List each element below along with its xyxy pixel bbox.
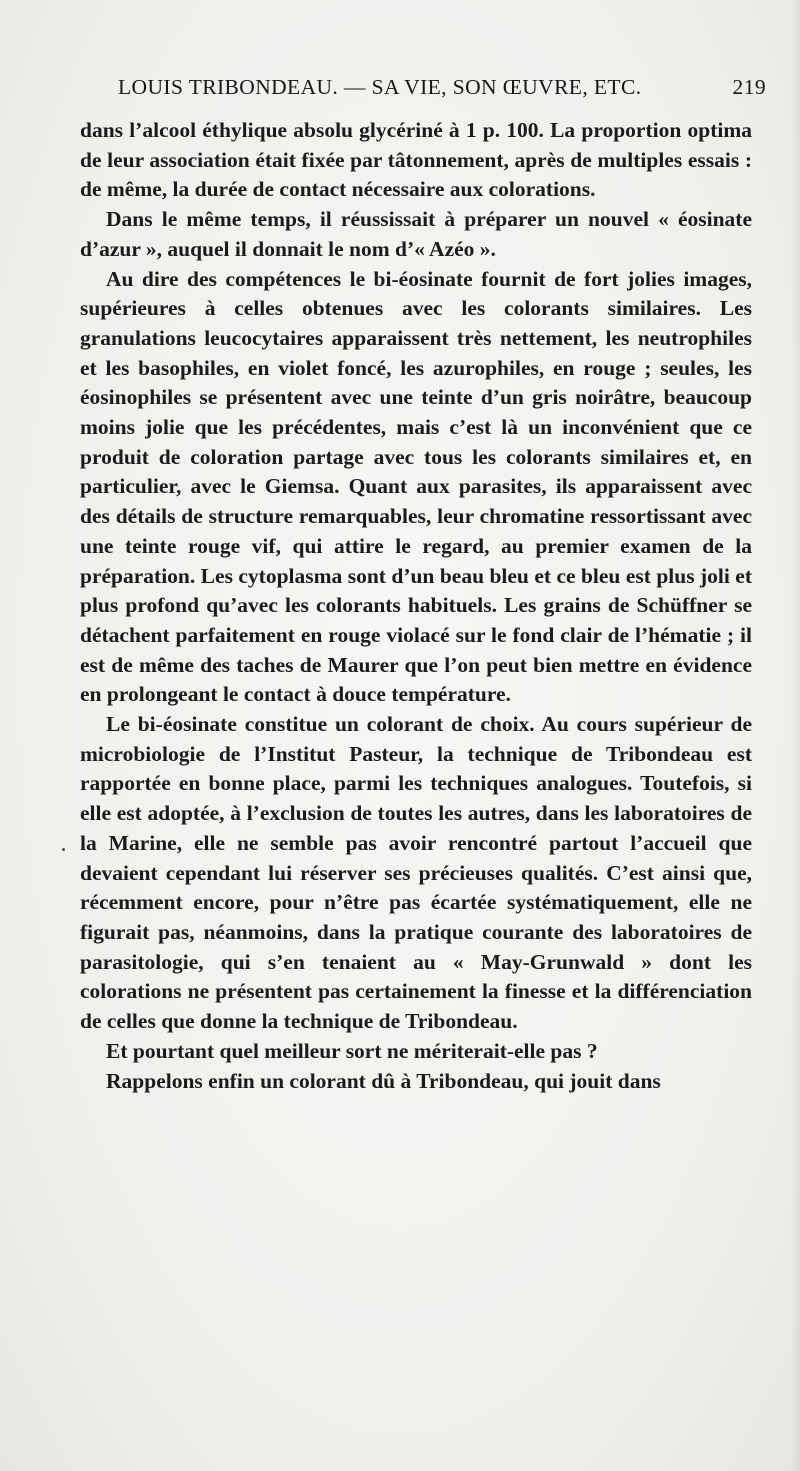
paragraph-4: Le bi-éosinate constitue un colorant de choix. Au cours supérieur de microbiologie de l’Institut Pasteur, la technique de Tribondeau est rapportée en bonne place, parmi les techniques analogues. Toutefois, si elle est adoptée, à l’exclusion de toutes les autres, dans les laboratoires de la Marine, elle ne semble pas avoir rencontré partout l’accueil que devaient cependant lui réserver ses précieuses qualités. C’est ainsi que, récemment encore, pour n’être pas écartée systématiquement, elle ne figurait pas, néanmoins, dans la pratique courante des laboratoires de parasitologie, qui s’en tenaient au « May-Grunwald » dont les colorations ne présentent pas certainement la finesse et la différenciation de celles que donne la technique de Tribondeau.	[80, 712, 752, 1034]
page-number: 219	[732, 75, 766, 99]
paragraph-1: dans l’alcool éthylique absolu glycériné à 1 p. 100. La proportion optima de leur association était fixée par tâtonnement, après de multiples essais : de même, la durée de contact nécessaire aux colorations.	[80, 118, 752, 202]
paragraph-2: Dans le même temps, il réussissait à préparer un nouvel « éosinate d’azur », auquel il donnait le nom d’« Azéo ».	[80, 207, 752, 261]
header-title: LOUIS TRIBONDEAU. — SA VIE, SON ŒUVRE, ETC.	[118, 75, 642, 99]
running-header	[118, 70, 766, 104]
paragraph-3: Au dire des compétences le bi-éosinate fournit de fort jolies images, supérieures à celles obtenues avec les colorants similaires. Les granulations leucocytaires apparaissent très nettement, les neutrophiles et les basophiles, en violet foncé, les azurophiles, en rouge ; seules, les éosinophiles se présentent avec une teinte d’un gris noirâtre, beaucoup moins jolie que les précédentes, mais c’est là un inconvénient que ce produit de coloration partage avec tous les colorants similaires et, en particulier, avec le Giemsa. Quant aux parasites, ils apparaissent avec des détails de structure remarquables, leur chromatine ressortissant avec une teinte rouge vif, qui attire le regard, au premier examen de la préparation. Les cytoplasma sont d’un beau bleu et ce bleu est plus joli et plus profond qu’avec les colorants habituels. Les grains de Schüffner se détachent parfaitement en rouge violacé sur le fond clair de l’hématie ; il est de même des taches de Maurer que l’on peut bien mettre en évidence en prolongeant le contact à douce température.	[80, 266, 752, 707]
page-edge-shadow	[790, 0, 800, 1471]
paragraph-5: Et pourtant quel meilleur sort ne mériterait-elle pas ?	[106, 1038, 598, 1063]
body-text	[80, 116, 752, 1096]
margin-mark	[62, 848, 65, 851]
paragraph-6: Rappelons enfin un colorant dû à Tribondeau, qui jouit dans	[106, 1068, 661, 1093]
